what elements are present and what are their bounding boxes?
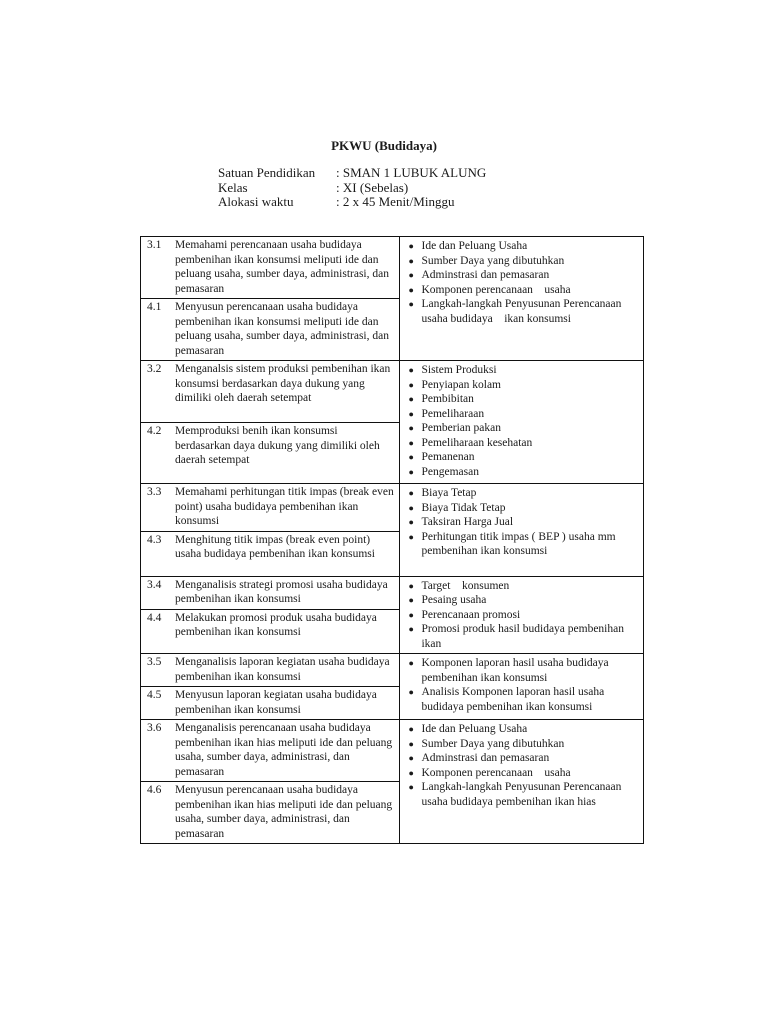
bullet-icon: ● — [408, 724, 414, 734]
material-cell — [400, 484, 644, 577]
material-text: Pesaing usaha — [421, 594, 487, 606]
list-item — [408, 297, 639, 326]
list-item — [408, 766, 639, 781]
list-item — [408, 530, 639, 559]
competency-text: Menganalisis perencanaan usaha budidaya pembenihan ikan hias meliputi ide dan peluang usaha, sumber daya, administrasi, dan pemasaran — [175, 722, 393, 778]
bullet-icon: ● — [408, 423, 414, 433]
bullet-icon: ● — [408, 466, 414, 477]
competency-item — [141, 361, 399, 422]
bullet-icon: ● — [408, 502, 414, 513]
info-label: Satuan Pendidikan — [218, 165, 316, 180]
material-list — [400, 654, 643, 716]
material-text: Langkah-langkah Penyusunan Perencanaan usaha budidaya ikan konsumsi — [421, 298, 625, 325]
material-text: Analisis Komponen laporan hasil usaha budidaya pembenihan ikan konsumsi — [421, 686, 608, 713]
competency-number: 3.2 — [147, 363, 162, 375]
bullet-icon: ● — [408, 452, 414, 462]
material-text: Sumber Daya yang dibutuhkan — [421, 737, 565, 750]
page-title: PKWU (Budidaya) — [331, 138, 437, 153]
competency-number: 4.6 — [147, 784, 162, 796]
competency-cell — [141, 720, 400, 844]
competency-cell — [141, 654, 400, 720]
bullet-icon: ● — [408, 531, 414, 542]
material-text: Pemeliharaan — [421, 407, 485, 420]
material-list — [400, 484, 643, 561]
competency-cell — [141, 484, 400, 577]
list-item — [408, 593, 639, 608]
bullet-icon: ● — [408, 624, 414, 634]
bullet-icon: ● — [408, 488, 414, 498]
competency-cell — [141, 361, 400, 484]
material-text: Pemberian pakan — [421, 422, 501, 434]
bullet-icon: ● — [408, 437, 414, 448]
competency-cell — [141, 576, 400, 654]
table-row — [141, 361, 644, 484]
curriculum-table — [140, 236, 644, 844]
competency-item — [141, 484, 399, 531]
competency-text: Menghitung titik impas (break even point) usaha budidaya pembenihan ikan konsumsi — [175, 533, 375, 560]
material-list — [400, 237, 643, 328]
list-item — [408, 254, 639, 269]
competency-item — [141, 686, 399, 719]
bullet-icon: ● — [408, 408, 414, 419]
material-text: Langkah-langkah Penyusunan Perencanaan usaha budidaya pembenihan ikan hias — [421, 781, 625, 808]
bullet-icon: ● — [408, 255, 414, 266]
competency-item — [141, 531, 399, 576]
list-item — [408, 239, 639, 254]
bullet-icon: ● — [408, 365, 414, 375]
material-text: Taksiran Harga Jual — [421, 516, 514, 528]
material-text: Sistem Produksi — [421, 364, 497, 376]
competency-item — [141, 781, 399, 843]
bullet-icon: ● — [408, 738, 414, 749]
list-item — [408, 656, 639, 685]
list-item — [408, 436, 639, 451]
list-item — [408, 722, 639, 737]
competency-item — [141, 654, 399, 686]
material-text: Promosi produk hasil budidaya pembenihan ikan — [421, 623, 627, 650]
bullet-icon: ● — [408, 284, 414, 295]
table-row — [141, 720, 644, 844]
competency-text: Memahami perencanaan usaha budidaya pembenihan ikan konsumsi meliputi ide dan peluang usaha, sumber daya, administrasi, dan pemasaran — [175, 239, 389, 295]
bullet-icon: ● — [408, 595, 414, 605]
competency-number: 4.3 — [147, 533, 162, 546]
list-item — [408, 392, 639, 407]
material-text: Perencanaan promosi — [421, 608, 521, 621]
competency-number: 4.5 — [147, 689, 162, 701]
list-item — [408, 737, 639, 752]
material-text: Komponen perencanaan usaha — [421, 766, 571, 779]
competency-number: 4.4 — [147, 611, 162, 624]
material-text: Pemanenan — [421, 451, 475, 463]
bullet-icon: ● — [408, 394, 414, 404]
list-item — [408, 622, 639, 651]
material-text: Komponen perencanaan usaha — [421, 283, 571, 296]
document-info — [218, 166, 486, 210]
bullet-icon: ● — [408, 241, 414, 251]
list-item — [408, 268, 639, 283]
bullet-icon: ● — [408, 299, 414, 309]
material-text: Pengemasan — [421, 465, 479, 478]
info-label: Alokasi waktu — [218, 194, 294, 209]
competency-text: Menganalisis laporan kegiatan usaha budidaya pembenihan ikan konsumsi — [175, 656, 390, 683]
competency-cell — [141, 237, 400, 361]
competency-item — [141, 720, 399, 781]
bullet-icon: ● — [408, 658, 414, 668]
material-text: Pembibitan — [421, 393, 474, 405]
material-text: Komponen laporan hasil usaha budidaya pembenihan ikan konsumsi — [421, 657, 612, 684]
bullet-icon: ● — [408, 517, 414, 527]
competency-item — [141, 577, 399, 609]
material-text: Biaya Tidak Tetap — [421, 501, 506, 514]
bullet-icon: ● — [408, 580, 414, 591]
info-value: : XI (Sebelas) — [336, 179, 409, 195]
material-list — [400, 361, 643, 481]
material-text: Sumber Daya yang dibutuhkan — [421, 254, 565, 267]
info-value: : 2 x 45 Menit/Minggu — [336, 194, 455, 209]
competency-item — [141, 237, 399, 298]
bullet-icon: ● — [408, 753, 414, 763]
competency-text: Menyusun perencanaan usaha budidaya pembenihan ikan konsumsi meliputi ide dan peluang usaha, sumber daya, administrasi, dan pemasaran — [175, 301, 389, 357]
info-row-class — [218, 181, 486, 196]
competency-text: Memproduksi benih ikan konsumsi berdasarkan daya dukung yang dimiliki oleh daerah setempat — [175, 425, 380, 466]
material-list — [400, 720, 643, 811]
list-item — [408, 608, 639, 623]
material-cell — [400, 237, 644, 361]
material-text: Adminstrasi dan pemasaran — [421, 269, 550, 281]
info-row-school — [218, 166, 486, 181]
table-row — [141, 484, 644, 577]
material-cell — [400, 654, 644, 720]
competency-text: Menyusun laporan kegiatan usaha budidaya pembenihan ikan konsumsi — [175, 689, 377, 716]
competency-text: Melakukan promosi produk usaha budidaya pembenihan ikan konsumsi — [175, 611, 377, 638]
table-row — [141, 576, 644, 654]
info-value: : SMAN 1 LUBUK ALUNG — [336, 165, 487, 180]
list-item — [408, 450, 639, 465]
material-list — [400, 577, 643, 654]
material-text: Pemeliharaan kesehatan — [421, 436, 533, 449]
table-row — [141, 654, 644, 720]
list-item — [408, 407, 639, 422]
material-text: Penyiapan kolam — [421, 378, 502, 391]
competency-text: Menganalisis strategi promosi usaha budidaya pembenihan ikan konsumsi — [175, 578, 388, 605]
list-item — [408, 579, 639, 594]
competency-number: 3.1 — [147, 239, 162, 251]
list-item — [408, 363, 639, 378]
list-item — [408, 486, 639, 501]
list-item — [408, 421, 639, 436]
list-item — [408, 515, 639, 530]
list-item — [408, 465, 639, 480]
list-item — [408, 780, 639, 809]
bullet-icon: ● — [408, 270, 414, 280]
bullet-icon: ● — [408, 782, 414, 792]
material-text: Perhitungan titik impas ( BEP ) usaha mm pembenihan ikan konsumsi — [421, 530, 619, 557]
material-text: Ide dan Peluang Usaha — [421, 240, 528, 252]
competency-item — [141, 422, 399, 483]
bullet-icon: ● — [408, 767, 414, 778]
material-cell — [400, 361, 644, 484]
list-item — [408, 283, 639, 298]
list-item — [408, 378, 639, 393]
material-text: Biaya Tetap — [421, 487, 477, 499]
competency-text: Menyusun perencanaan usaha budidaya pembenihan ikan hias meliputi ide dan peluang usaha, sumber daya, administrasi, dan pemasaran — [175, 784, 393, 840]
competency-number: 4.1 — [147, 301, 162, 313]
competency-number: 3.3 — [147, 486, 162, 498]
competency-number: 4.2 — [147, 425, 162, 437]
competency-number: 3.4 — [147, 578, 162, 591]
competency-number: 3.5 — [147, 656, 162, 668]
list-item — [408, 501, 639, 516]
bullet-icon: ● — [408, 609, 414, 620]
list-item — [408, 751, 639, 766]
info-label: Kelas — [218, 179, 248, 195]
material-cell — [400, 576, 644, 654]
bullet-icon: ● — [408, 379, 414, 390]
table-row — [141, 237, 644, 361]
competency-text: Memahami perhitungan titik impas (break even point) usaha budidaya pembenihan ikan konsumsi — [175, 486, 394, 527]
competency-number: 3.6 — [147, 722, 162, 734]
list-item — [408, 685, 639, 714]
material-text: Ide dan Peluang Usaha — [421, 723, 528, 735]
info-row-time — [218, 195, 486, 210]
material-text: Target konsumen — [421, 579, 510, 592]
competency-item — [141, 609, 399, 653]
competency-item — [141, 298, 399, 360]
material-cell — [400, 720, 644, 844]
competency-text: Menganalsis sistem produksi pembenihan ikan konsumsi berdasarkan daya dukung yang dimiliki oleh daerah setempat — [175, 363, 391, 404]
material-text: Adminstrasi dan pemasaran — [421, 752, 550, 764]
bullet-icon: ● — [408, 687, 414, 697]
